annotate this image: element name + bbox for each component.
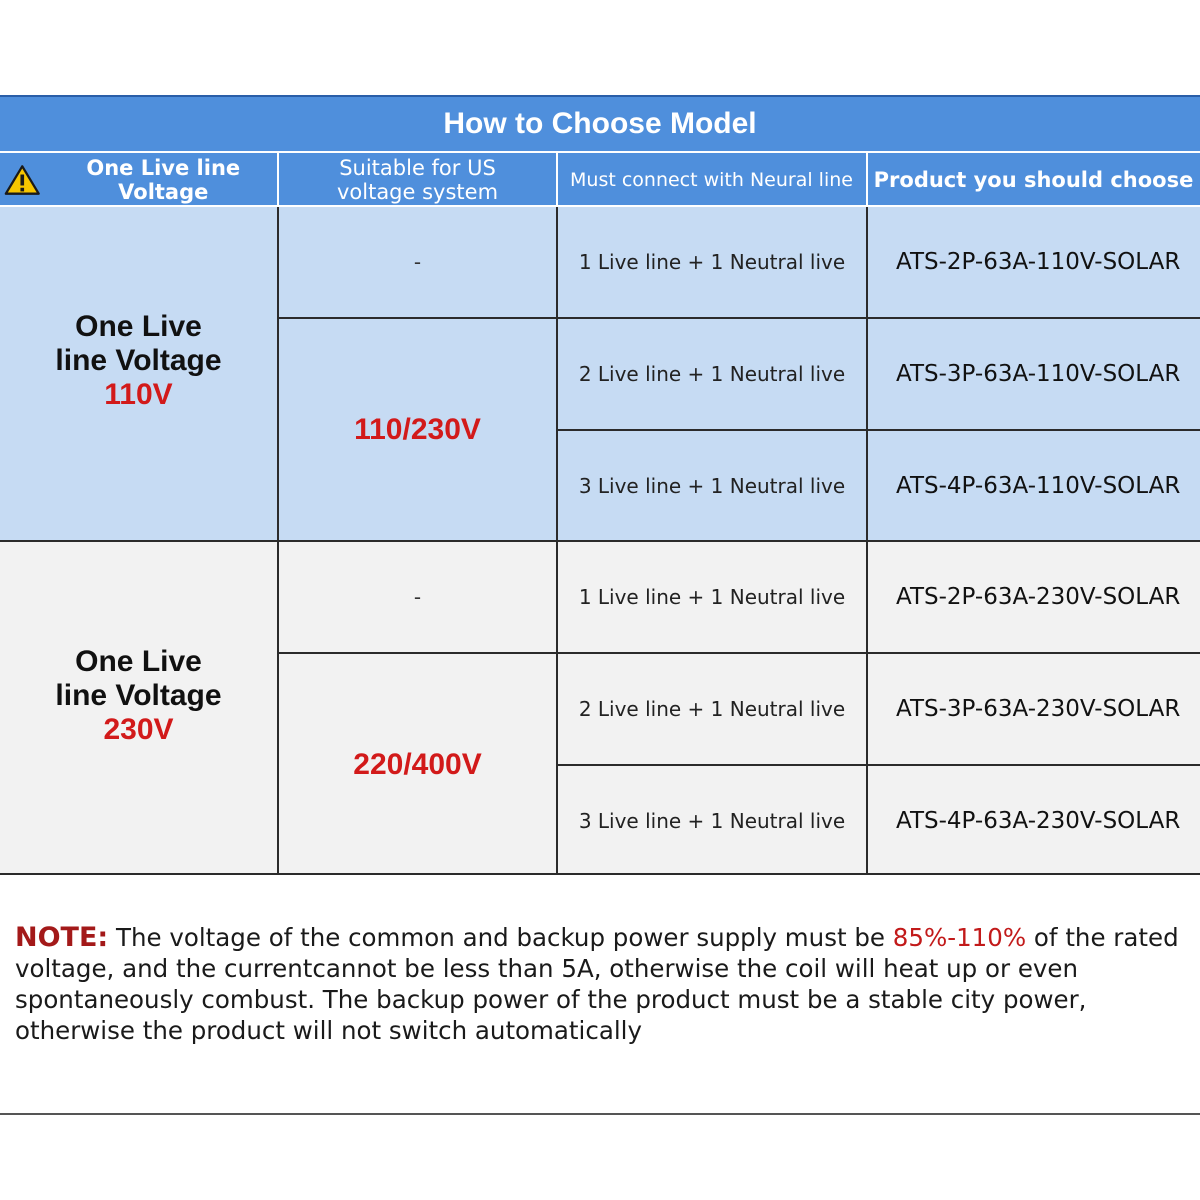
connect-cell: 3 Live line + 1 Neutral live [558,766,866,875]
group-voltage: 230V [103,712,174,746]
row-divider [279,317,1200,319]
group-label-line2: line Voltage [55,343,222,377]
table-bottom-rule [0,873,1200,875]
note-text-before: The voltage of the common and backup power supply must be [108,923,893,952]
group-230v-label [0,542,277,875]
system-cell: 110/230V [279,319,556,540]
group-label-line1: One Live [75,309,202,343]
group-divider [0,540,1200,542]
note-paragraph [15,922,1185,1046]
note-text-after: of the rated voltage, and the currentcannot be less than 5A, otherwise the coil will heat up or even spontaneously combust. The backup power of the product must be a stable city power, otherwise the product will not switch automatically [15,923,1179,1045]
note-label: NOTE: [15,922,109,953]
header-system-label: Suitable for US voltage system [336,156,499,204]
product-cell: ATS-3P-63A-110V-SOLAR [868,319,1200,429]
group-110v-label [0,207,277,540]
row-divider [558,429,1200,431]
connect-cell: 2 Live line + 1 Neutral live [558,319,866,429]
group-voltage: 110V [104,377,173,411]
product-cell: ATS-2P-63A-110V-SOLAR [868,207,1200,317]
table-title: How to Choose Model [0,95,1200,151]
warning-triangle-icon [4,163,41,197]
header-voltage [0,151,278,207]
row-divider [279,652,1200,654]
header-voltage-label: One Live line Voltage [86,156,241,204]
header-divider [866,151,868,207]
group-label-line2: line Voltage [55,678,222,712]
system-cell-none: - [279,542,556,652]
group-label-line1: One Live [75,644,202,678]
product-cell: ATS-3P-63A-230V-SOLAR [868,654,1200,764]
bottom-rule [0,1113,1200,1115]
header-connect: Must connect with Neural line [557,151,866,207]
row-divider [558,764,1200,766]
header-product: Product you should choose [867,151,1200,207]
connect-cell: 3 Live line + 1 Neutral live [558,431,866,540]
connect-cell: 2 Live line + 1 Neutral live [558,654,866,764]
product-cell: ATS-4P-63A-230V-SOLAR [868,766,1200,875]
product-cell: ATS-4P-63A-110V-SOLAR [868,431,1200,540]
model-selection-table [0,95,1200,875]
header-system [279,151,556,207]
header-rule [0,205,1200,207]
system-cell: 220/400V [279,654,556,875]
connect-cell: 1 Live line + 1 Neutral live [558,207,866,317]
header-divider [556,151,558,207]
note-highlight: 85%-110% [892,923,1027,952]
product-cell: ATS-2P-63A-230V-SOLAR [868,542,1200,652]
system-cell-none: - [279,207,556,317]
connect-cell: 1 Live line + 1 Neutral live [558,542,866,652]
header-divider [277,151,279,207]
